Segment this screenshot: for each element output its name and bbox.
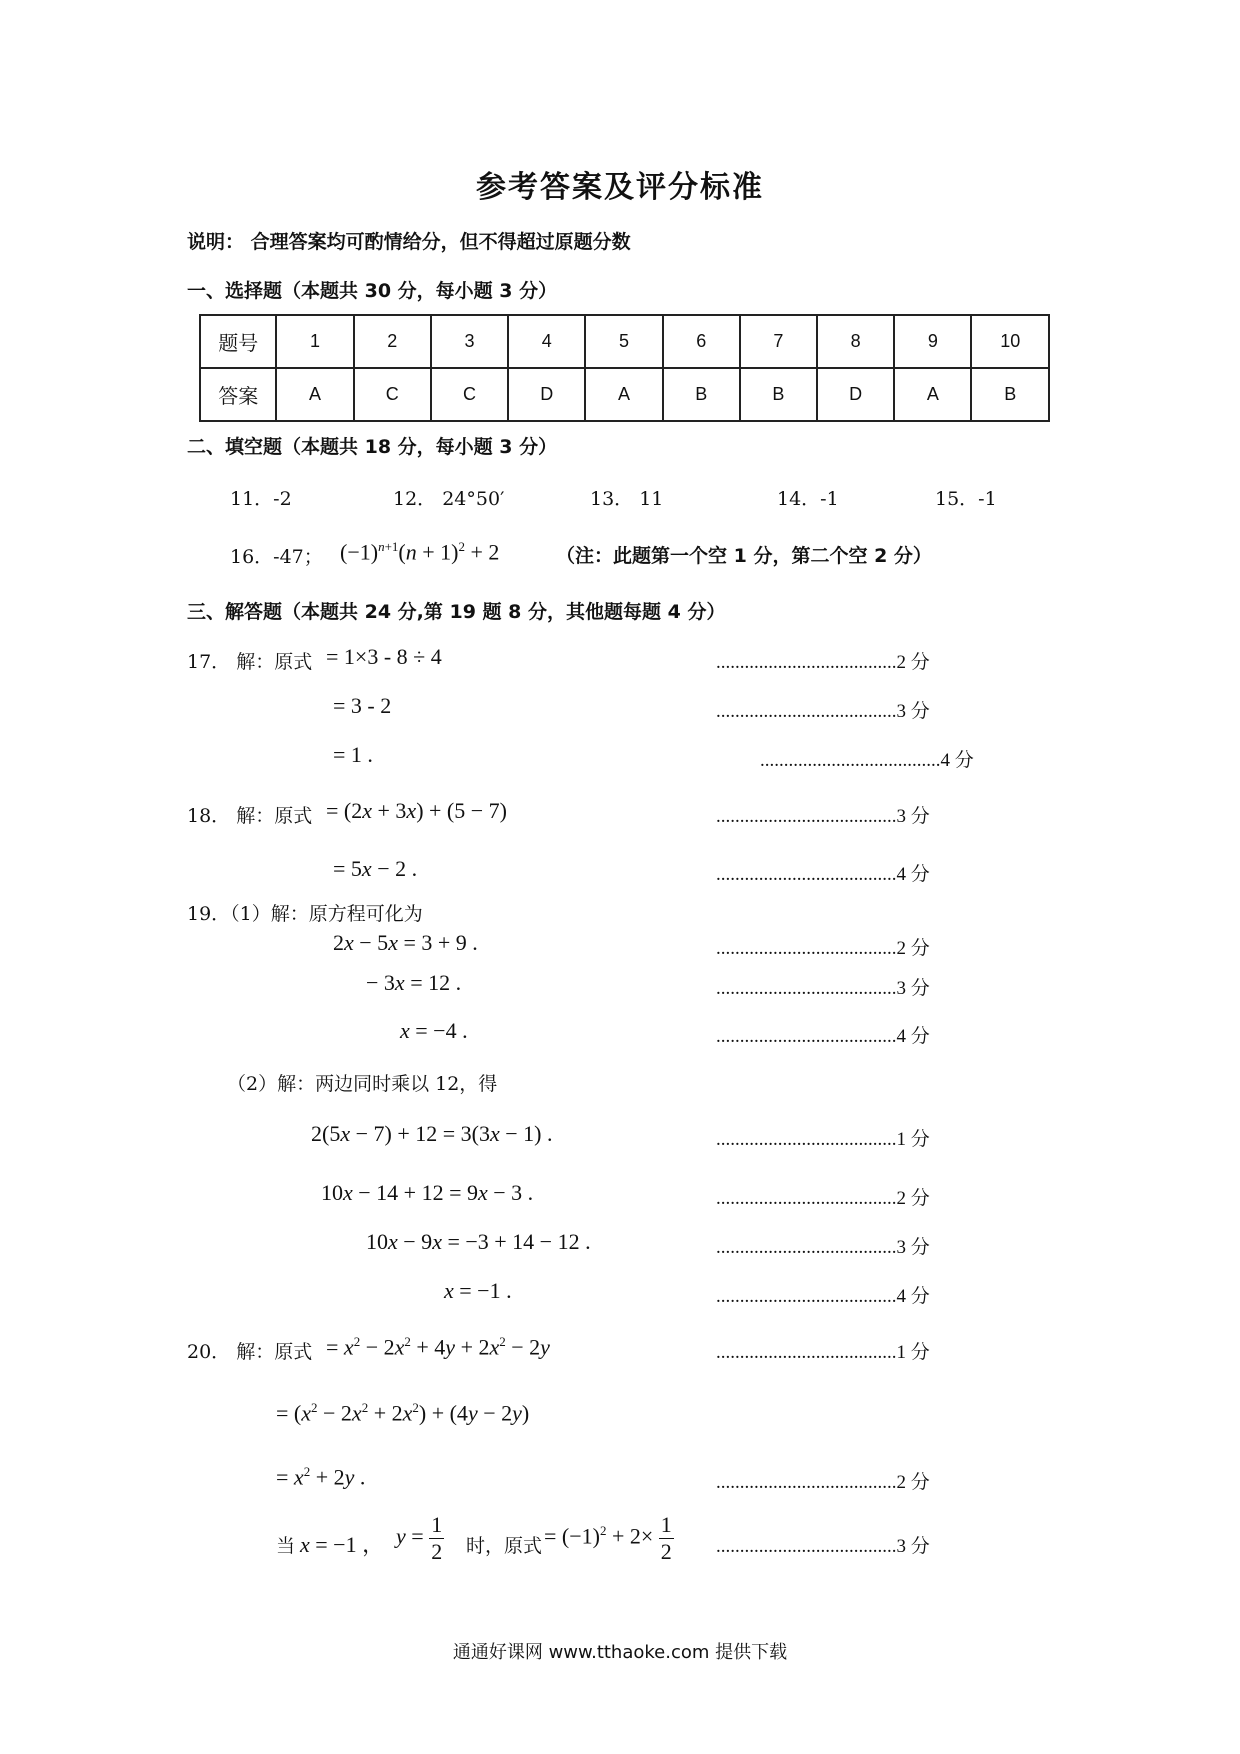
table-cell: 9 [894,315,971,368]
table-cell: 4 [508,315,585,368]
q19-1-step1: 2x − 5x = 3 + 9 . [333,930,478,955]
fraction-one-half: $\frac{1}{2}$ [660,1512,672,1564]
answer-16-formula: $(-1)^{n+1}(n + 1)^2 + 2$ [340,539,500,565]
answer-table [199,314,1050,422]
q20-step2: = $(x^2 - 2x^2 + 2x^2) + (4y - 2y)$ [276,1400,530,1426]
q19-2-step2: 10x − 14 + 12 = 9x − 3 . [321,1180,534,1205]
q20-step3: = $x^2 + 2y$ . [276,1464,366,1490]
q19-2-step4: x = −1 . [444,1278,512,1303]
q17-step3: = 1 . [333,742,373,767]
answer-14: 14．-1 [777,488,839,510]
score-q19-1-3: ......................................4 分 [716,1026,930,1047]
table-header-cell: 题号 [200,315,276,368]
answer-16: 16．-47； [230,546,323,568]
table-cell: 10 [971,315,1049,368]
q18-step2: = 5x − 2 . [333,856,418,881]
score-q20-3: ......................................3 分 [716,1536,930,1557]
answer-15: 15．-1 [935,488,997,510]
score-q17-1: ......................................2 分 [716,652,930,673]
answer-12: 12． 24°50′ [393,488,505,510]
q19-2-step3: 10x − 9x = −3 + 14 − 12 . [366,1229,591,1254]
table-header-cell: 答案 [200,368,276,421]
table-cell: 6 [663,315,740,368]
q18-step1: = (2x + 3x) + (5 − 7) [326,798,507,823]
table-cell: D [508,368,585,421]
section-choice-heading: 一、选择题（本题共 30 分，每小题 3 分） [187,280,558,302]
answer-11: 11．-2 [230,488,292,510]
q20-y-value: y = $\frac{1}{2}$ [396,1512,443,1564]
q20-time: 时，原式 [466,1535,543,1557]
table-cell: 8 [817,315,894,368]
page-title: 参考答案及评分标准 [476,170,764,205]
table-cell: D [817,368,894,421]
q20-when: 当 [276,1535,296,1557]
table-cell: 2 [354,315,431,368]
table-cell: B [971,368,1049,421]
q17-label: 17． 解：原式 [187,651,313,673]
table-cell: A [894,368,971,421]
score-q19-1-1: ......................................2 分 [716,938,930,959]
score-q18-1: ......................................3 分 [716,806,930,827]
q18-label: 18． 解：原式 [187,805,313,827]
score-q19-2-4: ......................................4 分 [716,1286,930,1307]
q20-x-value: x = −1 ， [300,1532,385,1557]
q19-1-step2: − 3x = 12 . [366,970,462,995]
q20-step1: = $x^2 - 2x^2 + 4y + 2x^2 - 2y$ [326,1334,550,1360]
score-q17-2: ......................................3 分 [716,701,930,722]
table-cell: 1 [276,315,353,368]
table-cell: 3 [431,315,508,368]
table-row [200,315,1049,368]
q19-label: 19．（1）解：原方程可化为 [187,903,423,925]
q17-step1: = 1×3 - 8 ÷ 4 [326,644,442,669]
table-cell: 7 [740,315,817,368]
score-q19-2-1: ......................................1 分 [716,1129,930,1150]
score-q20-2: ......................................2 分 [716,1472,930,1493]
section-solution-heading: 三、解答题（本题共 24 分,第 19 题 8 分，其他题每题 4 分） [187,601,726,623]
score-q17-3: ......................................4 分 [760,750,974,771]
answer-13: 13． 11 [590,488,664,510]
q20-substitution: = $(-1)^2 + 2\times$ $\frac{1}{2}$ [544,1512,672,1564]
score-q19-2-2: ......................................2 分 [716,1188,930,1209]
table-cell: B [740,368,817,421]
section-fill-heading: 二、填空题（本题共 18 分，每小题 3 分） [187,436,558,458]
grading-note: 说明： 合理答案均可酌情给分，但不得超过原题分数 [187,231,631,253]
q20-label: 20． 解：原式 [187,1341,313,1363]
table-cell: A [276,368,353,421]
table-cell: C [431,368,508,421]
score-q19-2-3: ......................................3 分 [716,1237,930,1258]
table-cell: 5 [585,315,662,368]
score-q19-1-2: ......................................3 分 [716,978,930,999]
q19-1-step3: x = −4 . [400,1018,468,1043]
q19-2-step1: 2(5x − 7) + 12 = 3(3x − 1) . [311,1121,553,1146]
score-q18-2: ......................................4 分 [716,864,930,885]
table-cell: B [663,368,740,421]
score-q20-1: ......................................1 分 [716,1342,930,1363]
q17-step2: = 3 - 2 [333,693,392,718]
table-cell: C [354,368,431,421]
q19-2-label: （2）解：两边同时乘以 12，得 [227,1073,498,1095]
table-cell: A [585,368,662,421]
answer-16-note: （注：此题第一个空 1 分，第二个空 2 分） [556,545,932,567]
table-row [200,368,1049,421]
footer-credit: 通通好课网 www.tthaoke.com 提供下载 [452,1642,788,1663]
fraction-one-half: $\frac{1}{2}$ [431,1512,443,1564]
